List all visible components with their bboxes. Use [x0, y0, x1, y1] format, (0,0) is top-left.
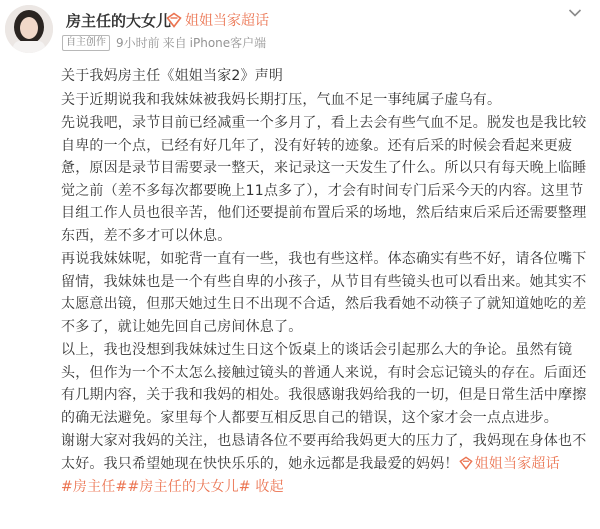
source-prefix: 来自 — [162, 36, 187, 50]
post-paragraph: 以上，我也没想到我妹妹过生日这个饭桌上的谈话会引起那么大的争论。虽然有镜头，但作为一个不太怎么接触过镜头的普通人来说，有时会忘记镜头的存在。后面还有几期内容，关于我和我妈的相处。我很感谢我妈给我的一切，但是日常生活中摩擦的确无法避免。家里每个人都要互相反思自己的错误，这个家才会一点点进步。 — [61, 342, 587, 426]
post-time[interactable]: 9小时前 — [116, 36, 160, 50]
hashtag-row — [61, 476, 590, 499]
post-content — [61, 65, 590, 500]
avatar[interactable] — [5, 5, 53, 53]
avatar-image — [5, 5, 53, 53]
original-badge: 自主创作 — [62, 35, 110, 51]
post-source: iPhone客户端 — [189, 36, 267, 50]
hashtag-link[interactable]: #房主任的大女儿# — [127, 479, 251, 495]
super-topic-diamond-icon — [459, 456, 473, 470]
collapse-link[interactable]: 收起 — [255, 479, 284, 495]
post-title: 关于我妈房主任《姐姐当家2》声明 — [61, 68, 284, 84]
chevron-down-icon[interactable] — [568, 8, 582, 18]
post-meta — [62, 34, 266, 51]
post-header — [0, 0, 600, 60]
hashtag-link[interactable]: #房主任# — [61, 479, 128, 495]
post-paragraph: 先说我吧，录节目前已经减重一个多月了，看上去会有些气血不足。脱发也是我比较自卑的一个点，已经有好几年了，没有好转的迹象。还有后采的时候会看起来更疲惫，原因是录节目需要录一整天，来记录这一天发生了什么。所以只有每天晚上临睡觉之前（差不多每次都要晚上11点多了），才会有时间专门后采今天的内容。这里节目组工作人员也很辛苦，他们还要提前布置后采的场地，然后结束后采后还需要整理东西，差不多才可以休息。 — [61, 115, 587, 244]
username[interactable]: 房主任的大女儿 — [66, 12, 172, 30]
post-paragraph: 再说我妹妹呢，如驼背一直有一些，我也有些这样。体态确实有些不好，请各位嘴下留情，我妹妹也是一个有些自卑的小孩子，从节目有些镜头也可以看出来。她其实不太愿意出镜，但那天她过生日不出现不合适，然后我看她不动筷子了就知道她吃的差不多了，就让她先回自己房间休息了。 — [61, 251, 587, 335]
post-paragraph-last-text: 谢谢大家对我妈的关注，也恳请各位不要再给我妈更大的压力了，我妈现在身体也不太好。我只希望她现在快快乐乐的，她永远都是我最爱的妈妈！ — [61, 433, 587, 472]
post-paragraph: 关于近期说我和我妹妹被我妈长期打压，气血不足一事纯属子虚乌有。 — [61, 91, 502, 108]
topic-label: 姐姐当家超话 — [185, 13, 269, 29]
inline-topic-link[interactable] — [459, 456, 560, 472]
topic-link[interactable] — [166, 10, 269, 30]
inline-topic-label: 姐姐当家超话 — [474, 455, 560, 472]
post-paragraph-last — [61, 430, 590, 475]
super-topic-diamond-icon — [166, 12, 182, 28]
